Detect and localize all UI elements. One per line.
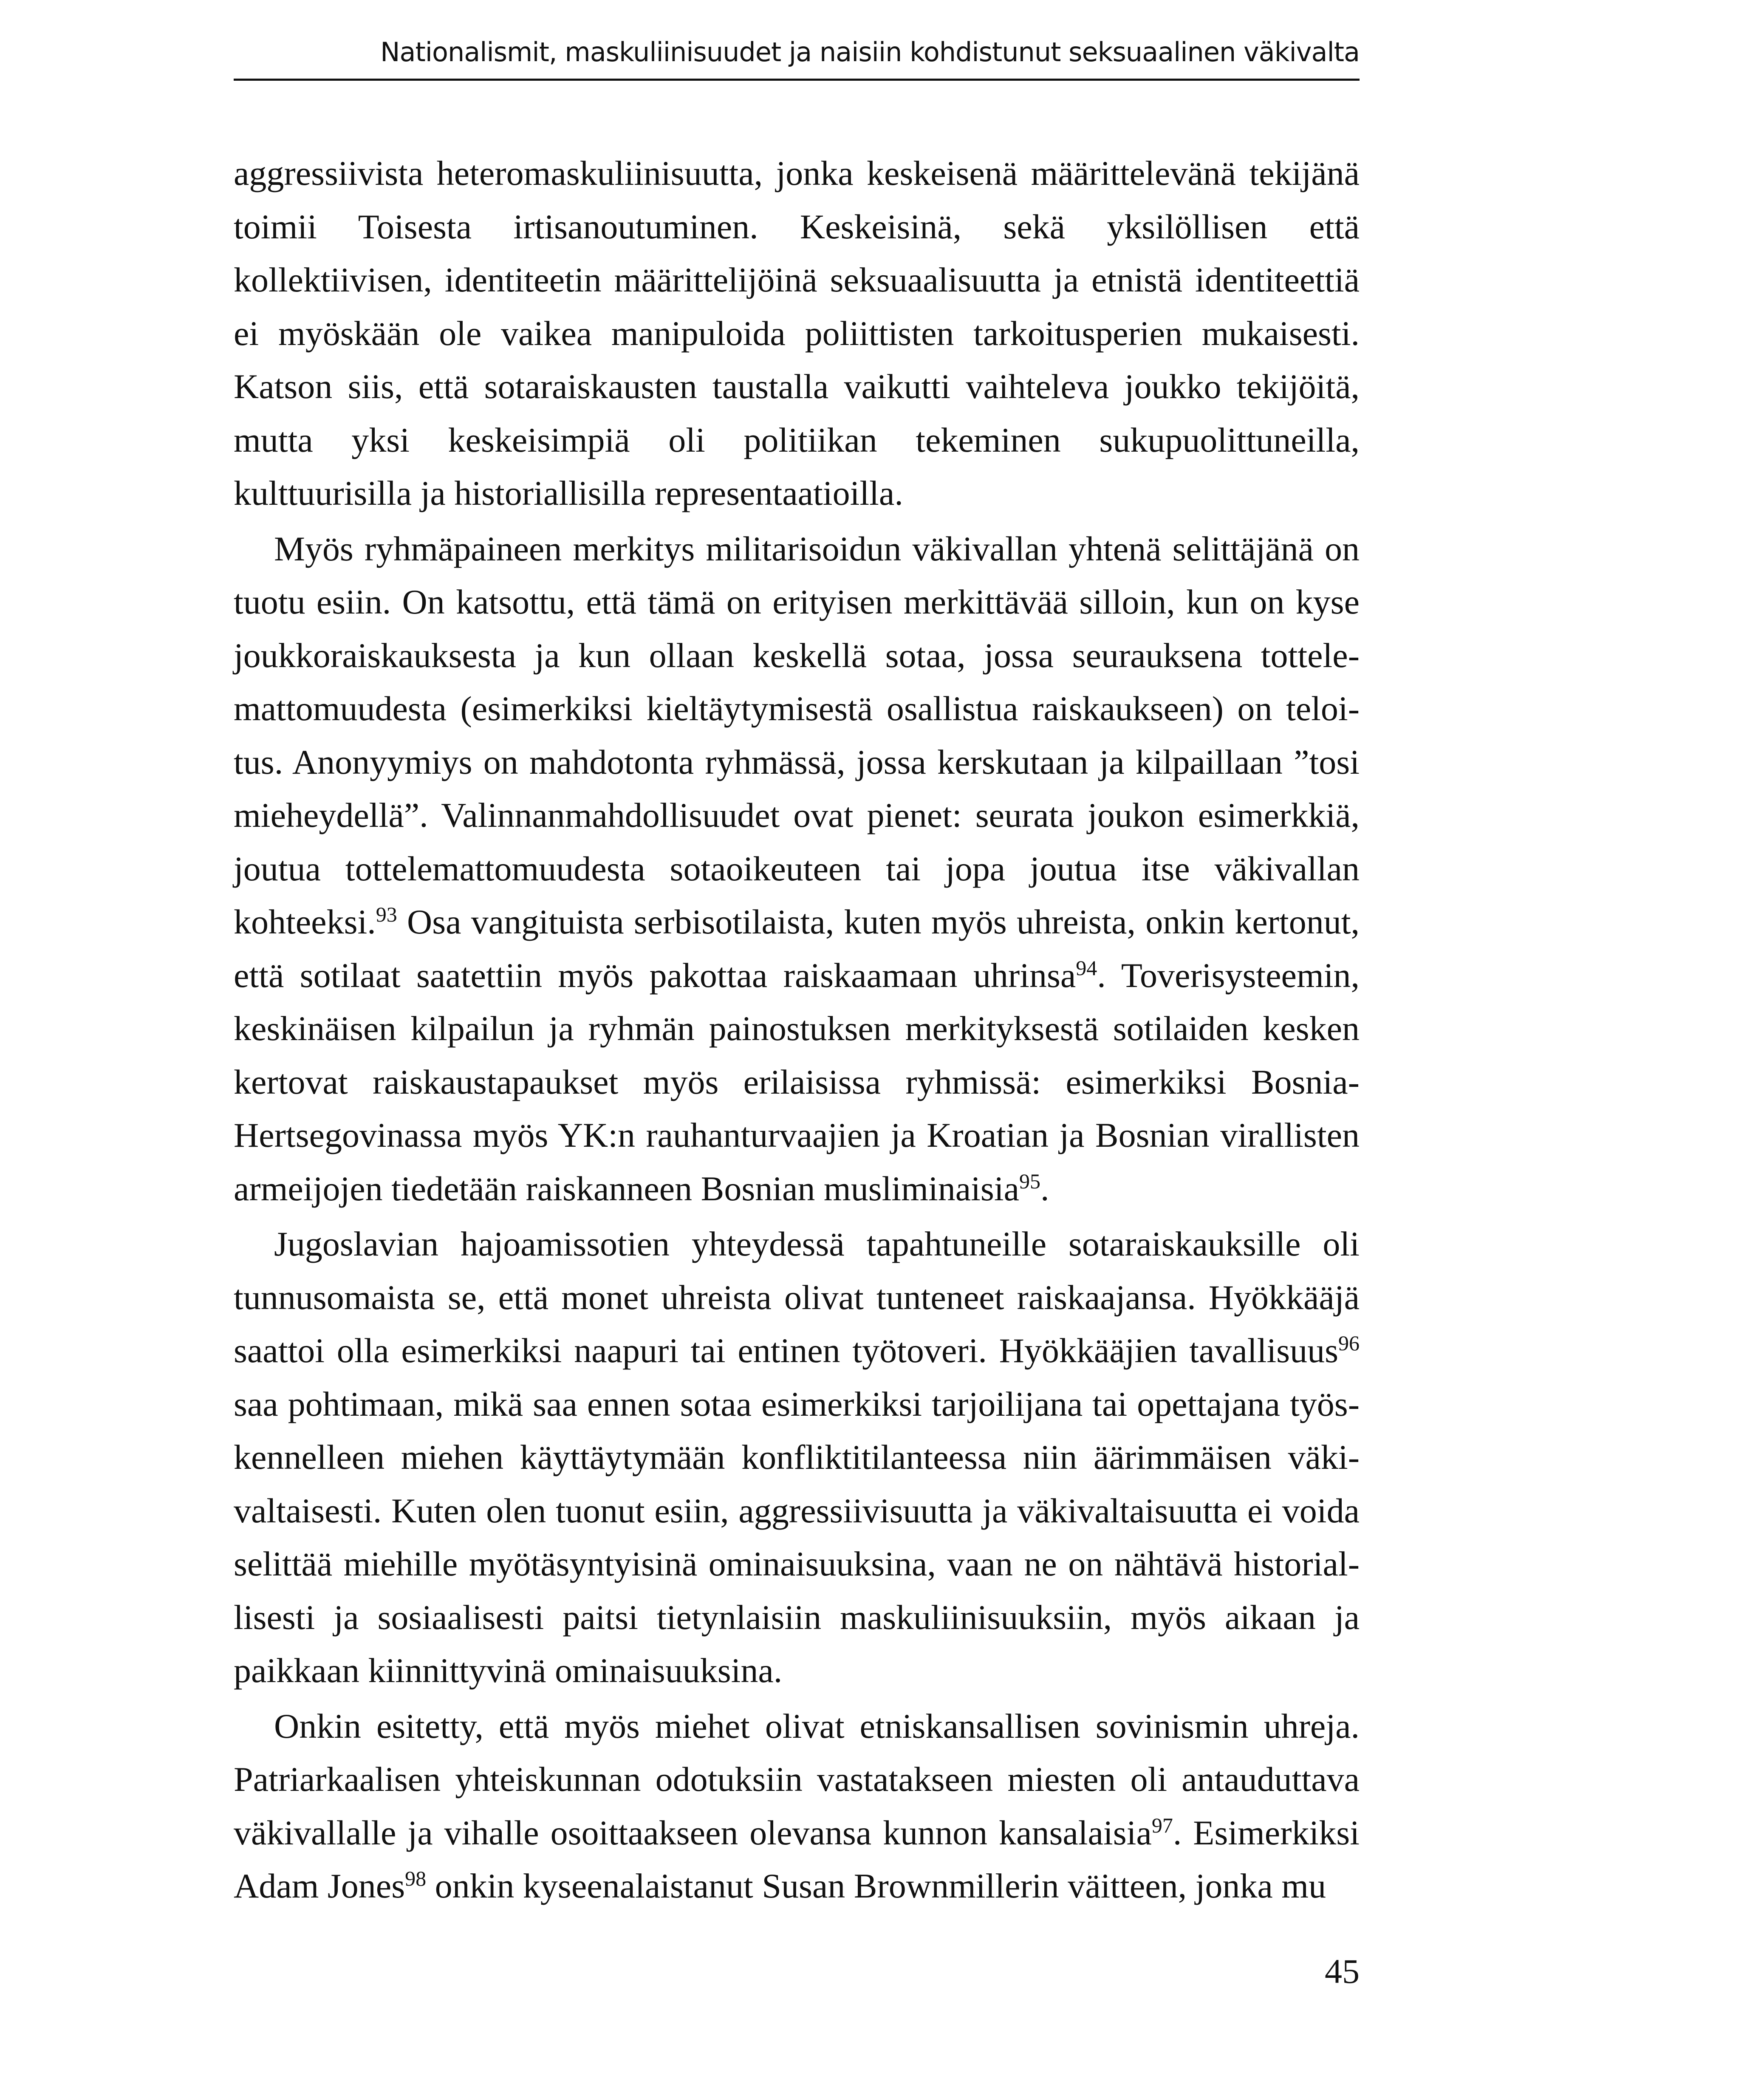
paragraph [234,147,1360,520]
paragraph [234,1217,1360,1697]
footnote-marker: 95 [1019,1169,1041,1193]
footnote-marker: 96 [1338,1331,1360,1355]
paragraph-text: saa pohtimaan, mikä saa ennen sotaa esimerkiksi tarjoilijana tai opettajana työskennelleen miehen käyttäytymään konfliktitilanteessa niin äärimmäisen väkivaltaisesti. Kuten olen tuonut esiin, aggressiivisuutta ja väkivaltaisuutta ei voida selittää miehille myötäsyntyisinä ominaisuuksina, vaan ne on nähtävä historiallisesti ja sosiaalisesti paitsi tietynlaisiin maskuliinisuuksiin, myös aikaan ja paikkaan kiinnittyvinä ominaisuuksina. [234,1384,1360,1690]
paragraph-text: aggressiivista heteromaskuliinisuutta, jonka keskeisenä määrittelevänä tekijänä toimii Toisesta irtisanoutuminen. Keskeisinä, sekä yksilöllisen että kollektiivisen, identiteetin määrittelijöinä seksuaalisuutta ja etnistä identiteettiä ei myöskään ole vaikea manipuloida poliittisten tarkoitusperien mukaisesti. Katson siis, että sotaraiskausten taustalla vaikutti vaihteleva joukko tekijöitä, mutta yksi keskeisimpiä oli politiikan tekeminen sukupuolittuneilla, kulttuurisilla ja historiallisilla representaatioilla. [234,154,1360,512]
footnote-marker: 93 [376,902,397,926]
running-header [234,25,1360,81]
page-number: 45 [1325,1952,1360,1991]
paragraph [234,1700,1360,1913]
paragraph-text: . Toverisysteemin, keskinäisen kilpailun ja ryhmän painostuksen merkityksestä sotilaiden kesken kertovat raiskaustapaukset myös erilaisissa ryhmissä: esimerkiksi Bosnia-Hertsegovinassa myös YK:n rauhanturvaajien ja Kroatian ja Bosnian virallisten armeijojen tiedetään raiskanneen Bosnian musliminaisia [234,956,1360,1208]
paragraph-text: . [1040,1169,1049,1208]
footnote-marker: 97 [1151,1813,1173,1837]
paragraph-text: onkin kyseenalaistanut Susan Brownmillerin väitteen, jonka mu [426,1866,1326,1905]
paragraph [234,522,1360,1216]
footnote-marker: 94 [1076,956,1097,980]
footnote-marker: 98 [405,1866,427,1890]
running-title: Nationalismit, maskuliinisuudet ja naisiin kohdistunut seksuaalinen väkivalta [380,37,1360,68]
paragraph-text: Onkin esitetty, että myös miehet olivat etniskansallisen sovinismin uhreja. Patriarkaalisen yhteiskunnan odotuksiin vastatakseen miesten oli antauduttava väkivallalle ja vihalle osoittaakseen olevansa kunnon kansalaisia [234,1706,1360,1852]
body-text [234,147,1360,1913]
paragraph-text: Myös ryhmäpaineen merkitys militarisoidun väkivallan yhtenä selittäjänä on tuotu esiin. On katsottu, että tämä on erityisen merkittävää silloin, kun on kyse joukkoraiskauksesta ja kun ollaan keskellä sotaa, jossa seurauksena tottelemattomuudesta (esimerkiksi kieltäytymisestä osallistua raiskaukseen) on teloitus. Anonyymiys on mahdotonta ryhmässä, jossa kerskutaan ja kilpaillaan ”tosi mieheydellä”. Valinnanmahdollisuudet ovat pienet: seurata joukon esimerkkiä, joutua tottelemattomuudesta sotaoikeuteen tai jopa joutua itse väkivallan kohteeksi. [234,529,1360,941]
paragraph-text: Osa vangituista serbisotilaista, kuten myös uhreista, onkin kertonut, että sotilaat saatettiin myös pakottaa raiskaamaan uhrinsa [234,902,1360,995]
paragraph-text: Jugoslavian hajoamissotien yhteydessä tapahtuneille sotaraiskauksille oli tunnusomaista se, että monet uhreista olivat tunteneet raiskaajansa. Hyökkääjä saattoi olla esimerkiksi naapuri tai entinen työtoveri. Hyökkääjien tavallisuus [234,1224,1360,1370]
paragraph-text: . Esimerkiksi Adam Jones [234,1813,1360,1905]
